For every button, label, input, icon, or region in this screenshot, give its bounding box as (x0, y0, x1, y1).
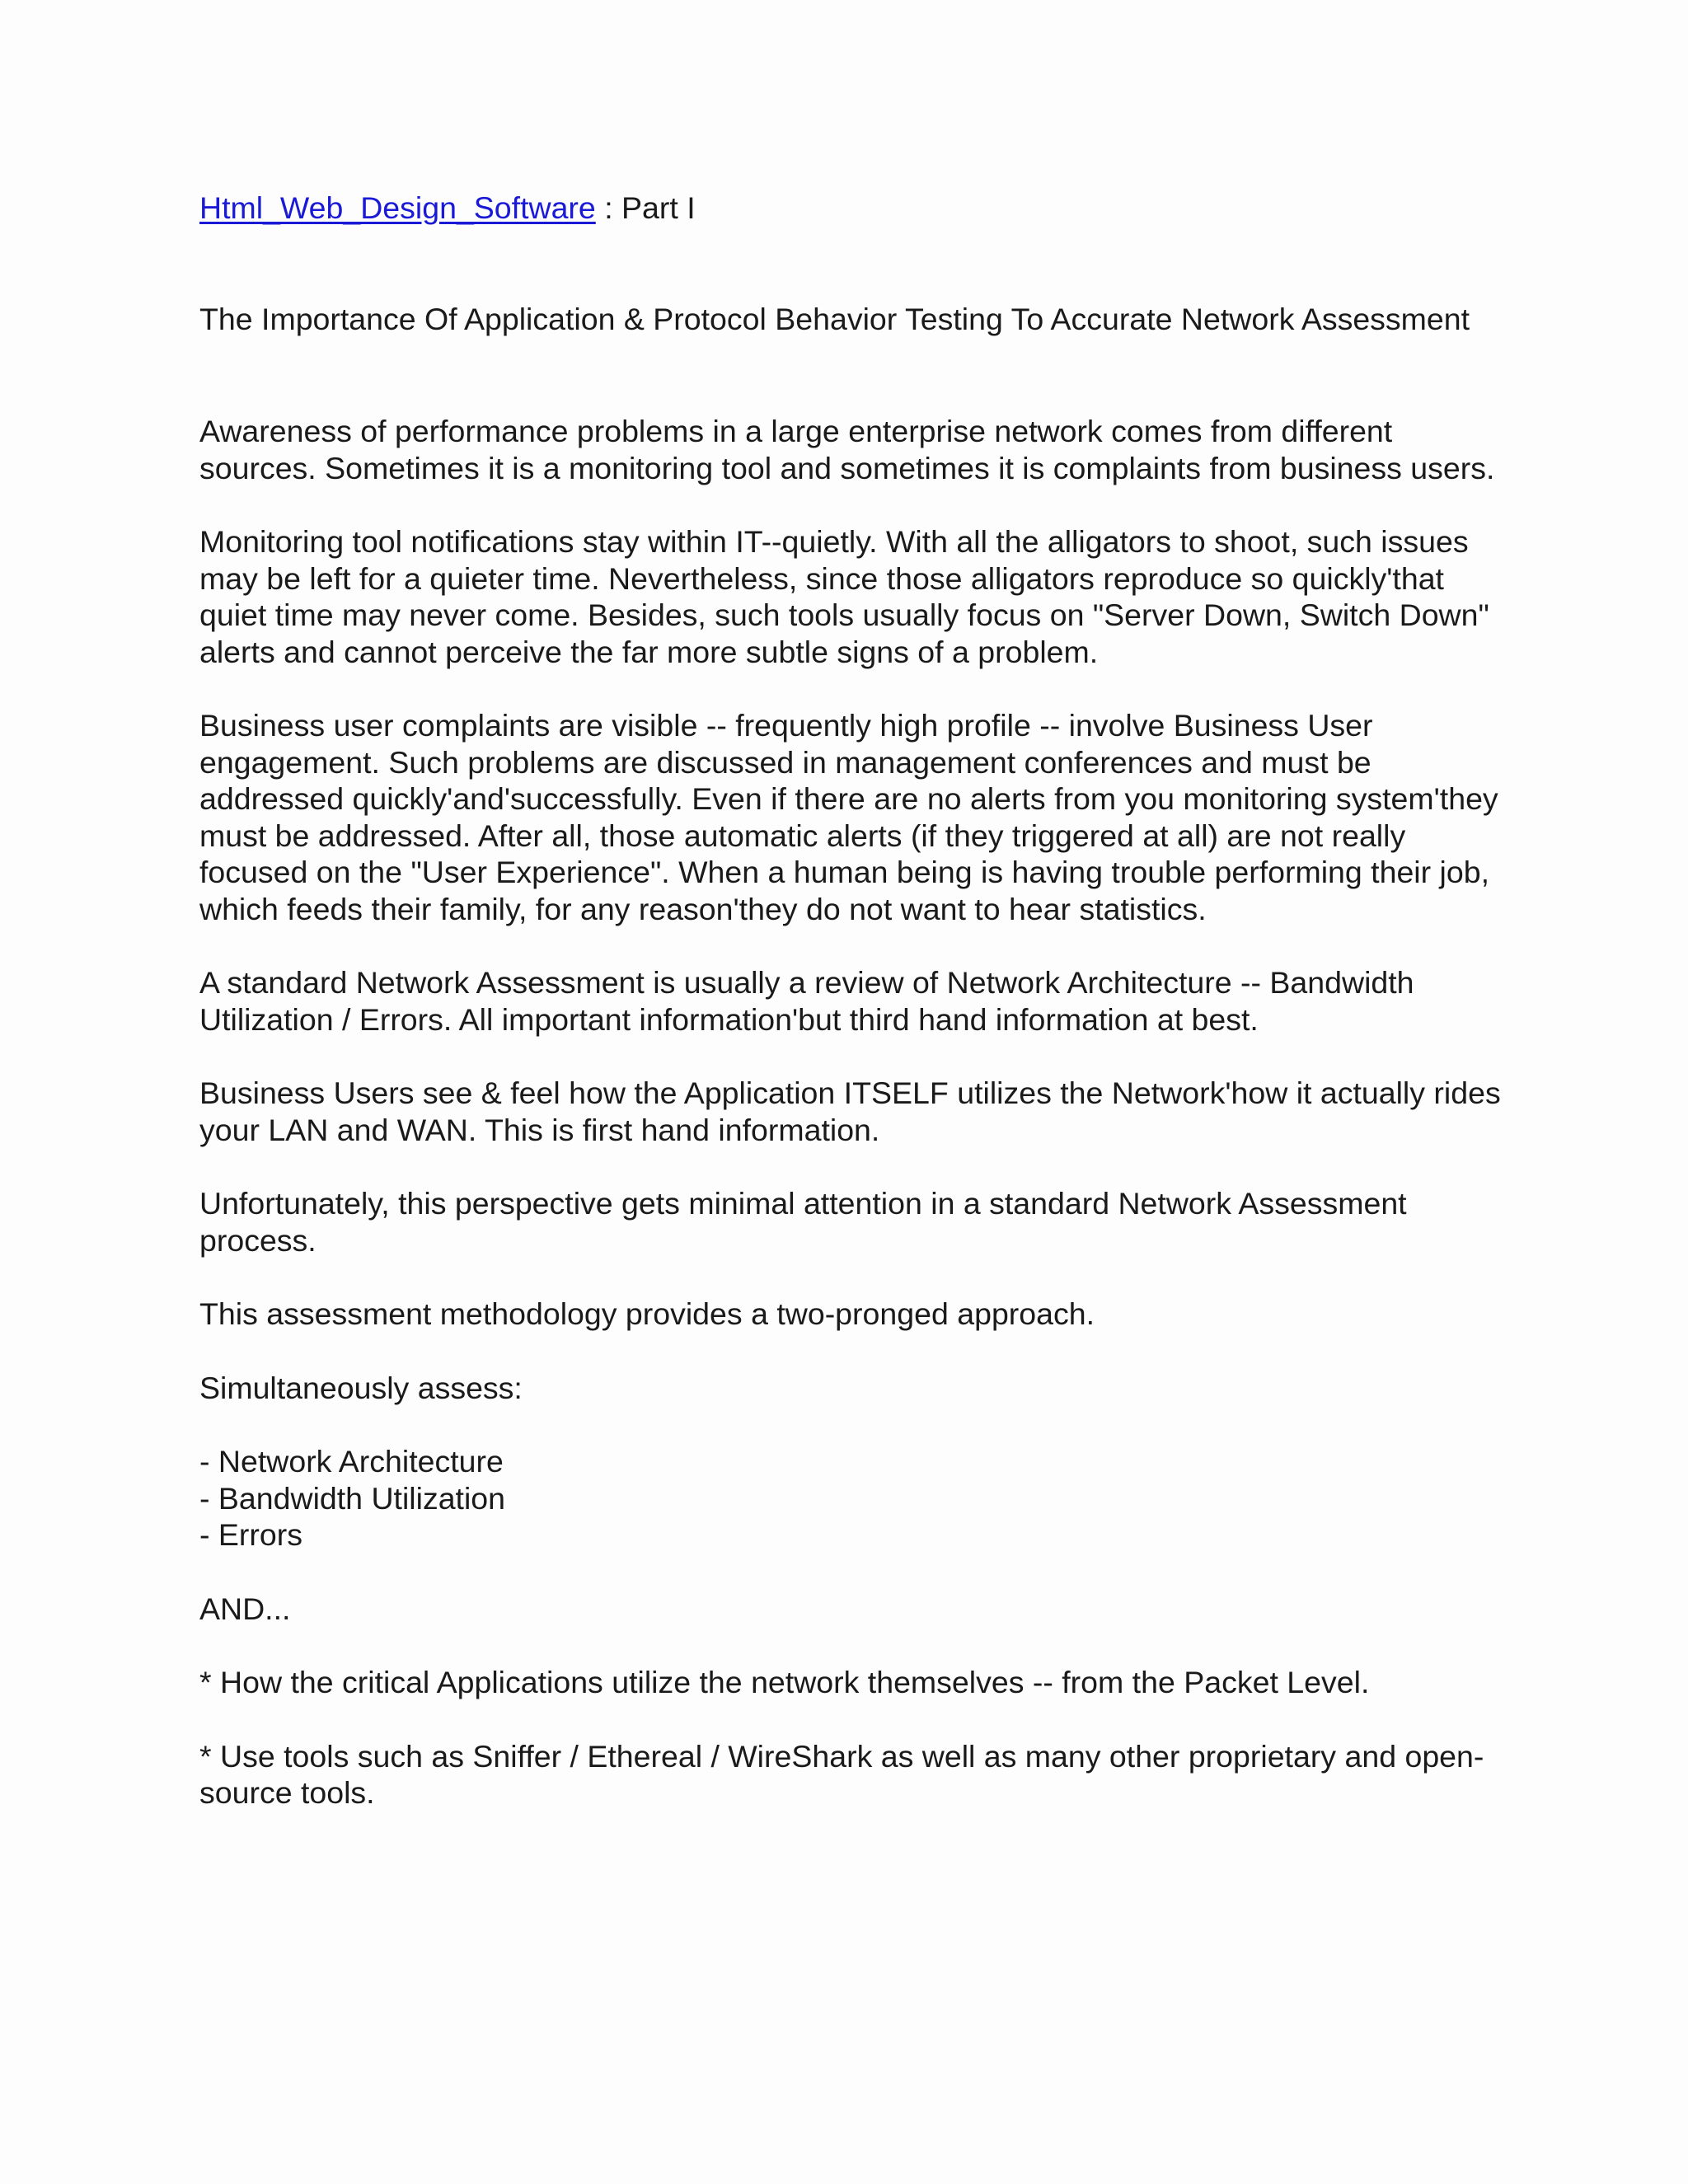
header-suffix: : Part I (595, 190, 696, 225)
paragraph-monitoring-tool: Monitoring tool notifications stay within IT--quietly. With all the alligators to shoot, such issues may be left for a quieter time. Nevertheless, since those alligators reproduce so quickly'that quiet time may never come. Besides, such tools usually focus on "Server Down, Switch Down" alerts and cannot perceive the far more subtle signs of a problem. (199, 524, 1489, 669)
list-item-errors: - Errors (199, 1517, 302, 1552)
paragraph-methodology: This assessment methodology provides a two-pronged approach. (199, 1296, 1095, 1331)
article-title: The Importance Of Application & Protocol Behavior Testing To Accurate Network Assessment (199, 301, 1470, 336)
and-text: AND... (199, 1591, 291, 1626)
html-web-design-software-link[interactable]: Html_Web_Design_Software (199, 190, 596, 225)
bullet-critical-applications: * How the critical Applications utilize the network themselves -- from the Packet Level. (199, 1665, 1370, 1699)
paragraph-unfortunately: Unfortunately, this perspective gets minimal attention in a standard Network Assessment process. (199, 1186, 1407, 1258)
bullet-use-tools: * Use tools such as Sniffer / Ethereal / WireShark as well as many other proprietary and open-source tools. (199, 1738, 1484, 1810)
header-line (199, 190, 1510, 227)
list-item-bandwidth-utilization: - Bandwidth Utilization (199, 1480, 506, 1516)
list-item-network-architecture: - Network Architecture (199, 1444, 504, 1479)
paragraph-simultaneously-assess: Simultaneously assess: (199, 1370, 523, 1405)
paragraph-awareness: Awareness of performance problems in a large enterprise network comes from different sources. Sometimes it is a monitoring tool and sometimes it is complaints from business users. (199, 414, 1495, 485)
paragraph-business-users-see: Business Users see & feel how the Application ITSELF utilizes the Network'how it actually rides your LAN and WAN. This is first hand information. (199, 1076, 1501, 1147)
paragraph-standard-assessment: A standard Network Assessment is usually a review of Network Architecture -- Bandwidth Utilization / Errors. All important information'but third hand information at best. (199, 965, 1414, 1037)
article-body (199, 190, 1510, 1849)
paragraph-business-user-complaints: Business user complaints are visible -- frequently high profile -- involve Business User engagement. Such problems are discussed in management conferences and must be addressed quickly'and'successfully. Even if there are no alerts from you monitoring system'they must be addressed. After all, those automatic alerts (if they triggered at all) are not really focused on the "User Experience". When a human being is having trouble performing their job, which feeds their family, for any reason'they do not want to hear statistics. (199, 708, 1498, 926)
assessment-list (199, 1443, 1510, 1554)
